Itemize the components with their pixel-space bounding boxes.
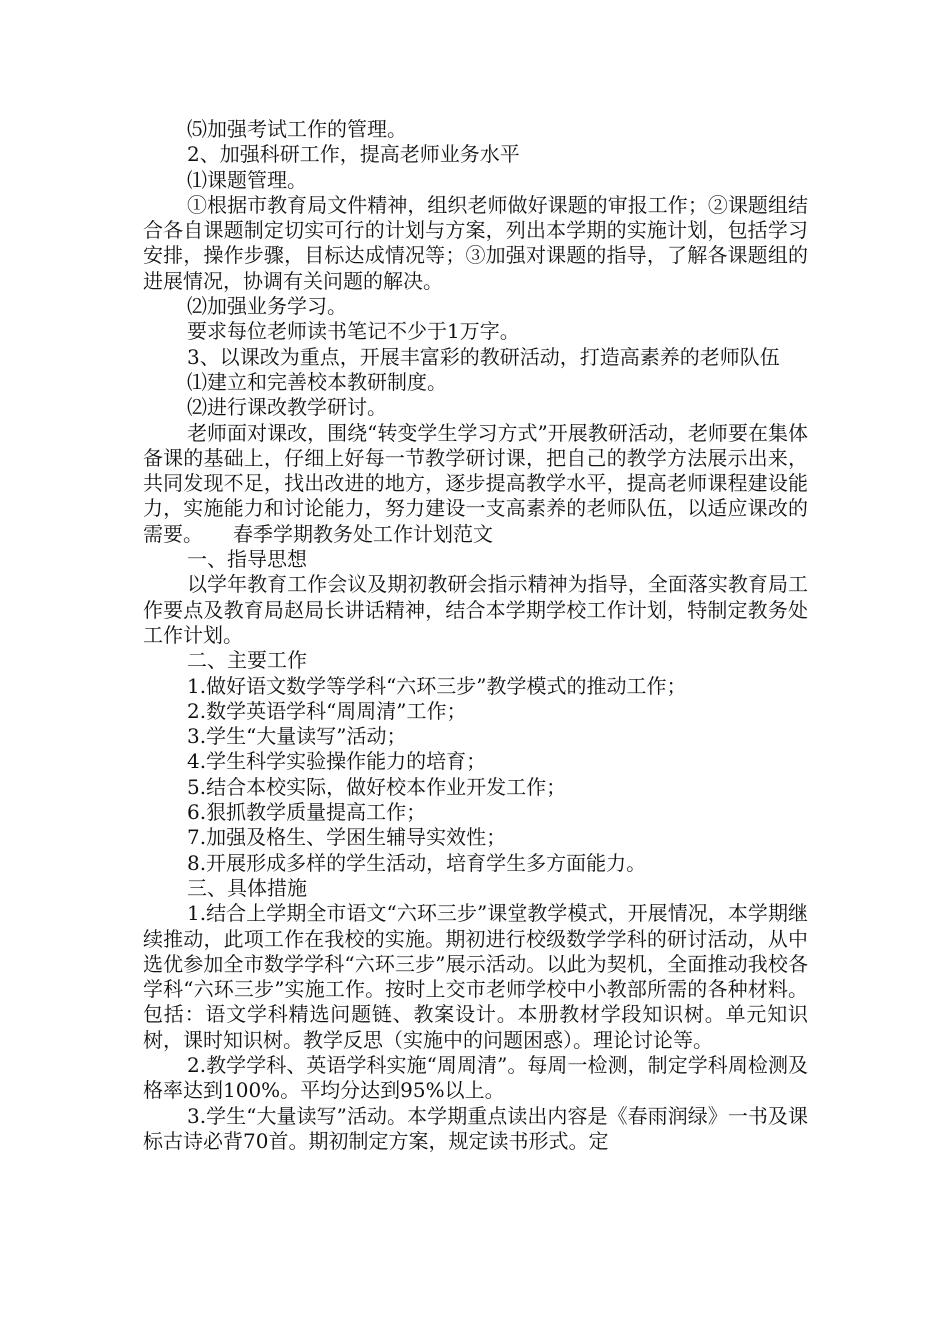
list-item-main-work-1: 1.做好语文数学等学科“六环三步”教学模式的推动工作； <box>187 673 687 698</box>
heading-main-work: 二、主要工作 <box>187 648 307 673</box>
heading-guiding-ideology: 一、指导思想 <box>187 547 307 572</box>
list-item-main-work-2: 2.数学英语学科“周周清”工作； <box>187 698 467 723</box>
paragraph-reading-notes: 要求每位老师读书笔记不少于1万字。 <box>187 319 520 344</box>
list-item-main-work-6: 6.狠抓教学质量提高工作； <box>187 800 427 825</box>
subheading-school-research-system: ⑴建立和完善校本教研制度。 <box>187 369 447 394</box>
paragraph-measure-3: 3.学生“大量读写”活动。本学期重点读出内容是《春雨润绿》一书及课标古诗必背70首。期初制定方案，规定读书形式。定 <box>143 1103 808 1153</box>
paragraph-topic-details: ①根据市教育局文件精神，组织老师做好课题的审报工作；②课题组结合各自课题制定切实可行的计划与方案，列出本学期的实施计划，包括学习安排，操作步骤，目标达成情况等；③加强对课题的指导，了解各课题组的进展情况，协调有关问题的解决。 <box>143 192 808 293</box>
subheading-business-study: ⑵加强业务学习。 <box>187 294 347 319</box>
list-item-main-work-8: 8.开展形成多样的学生活动，培育学生多方面能力。 <box>187 850 647 875</box>
subheading-reform-teaching-research: ⑵进行课改教学研讨。 <box>187 395 387 420</box>
heading-research-work: 2、加强科研工作，提高老师业务水平 <box>187 142 520 167</box>
document-body <box>143 117 808 1154</box>
list-item-main-work-7: 7.加强及格生、学困生辅导实效性； <box>187 825 507 850</box>
paragraph-measure-1: 1.结合上学期全市语文“六环三步”课堂教学模式，开展情况，本学期继续推动，此项工作在我校的实施。期初进行校级数学学科的研讨活动，从中选优参加全市数学学科“六环三步”展示活动。以此为契机，全面推动我校各学科“六环三步”实施工作。按时上交市老师学校中小教部所需的各种材料。包括：语文学科精选问题链、教案设计。本册教材学段知识树。单元知识树，课时知识树。教学反思（实施中的问题困惑）。理论讨论等。 <box>143 901 808 1052</box>
list-item-main-work-4: 4.学生科学实验操作能力的培育； <box>187 749 487 774</box>
heading-curriculum-reform: 3、以课改为重点，开展丰富彩的教研活动，打造高素养的老师队伍 <box>187 344 780 369</box>
paragraph-measure-2: 2.教学学科、英语学科实施“周周清”。每周一检测，制定学科周检测及格率达到100%。平均分达到95%以上。 <box>143 1052 808 1103</box>
heading-specific-measures: 三、具体措施 <box>187 875 307 900</box>
paragraph-teacher-reform: 老师面对课改，围绕“转变学生学习方式”开展教研活动，老师要在集体备课的基础上，仔细上好每一节教学研讨课，把自己的教学方法展示出来，共同发现不足，找出改进的地方，逐步提高教学水平，提高老师课程建设能力，实施能力和讨论能力，努力建设一支高素养的老师队伍，以适应课改的需要。 春季学期教务处工作计划范文 <box>143 420 808 546</box>
list-item-main-work-5: 5.结合本校实际，做好校本作业开发工作； <box>187 774 567 799</box>
paragraph-exam-management: ⑸加强考试工作的管理。 <box>187 117 407 141</box>
paragraph-guiding-ideology: 以学年教育工作会议及期初教研会指示精神为指导，全面落实教育局工作要点及教育局赵局长讲话精神，结合本学期学校工作计划，特制定教务处工作计划。 <box>143 572 808 647</box>
subheading-topic-management: ⑴课题管理。 <box>187 167 307 192</box>
list-item-main-work-3: 3.学生“大量读写”活动； <box>187 724 407 749</box>
